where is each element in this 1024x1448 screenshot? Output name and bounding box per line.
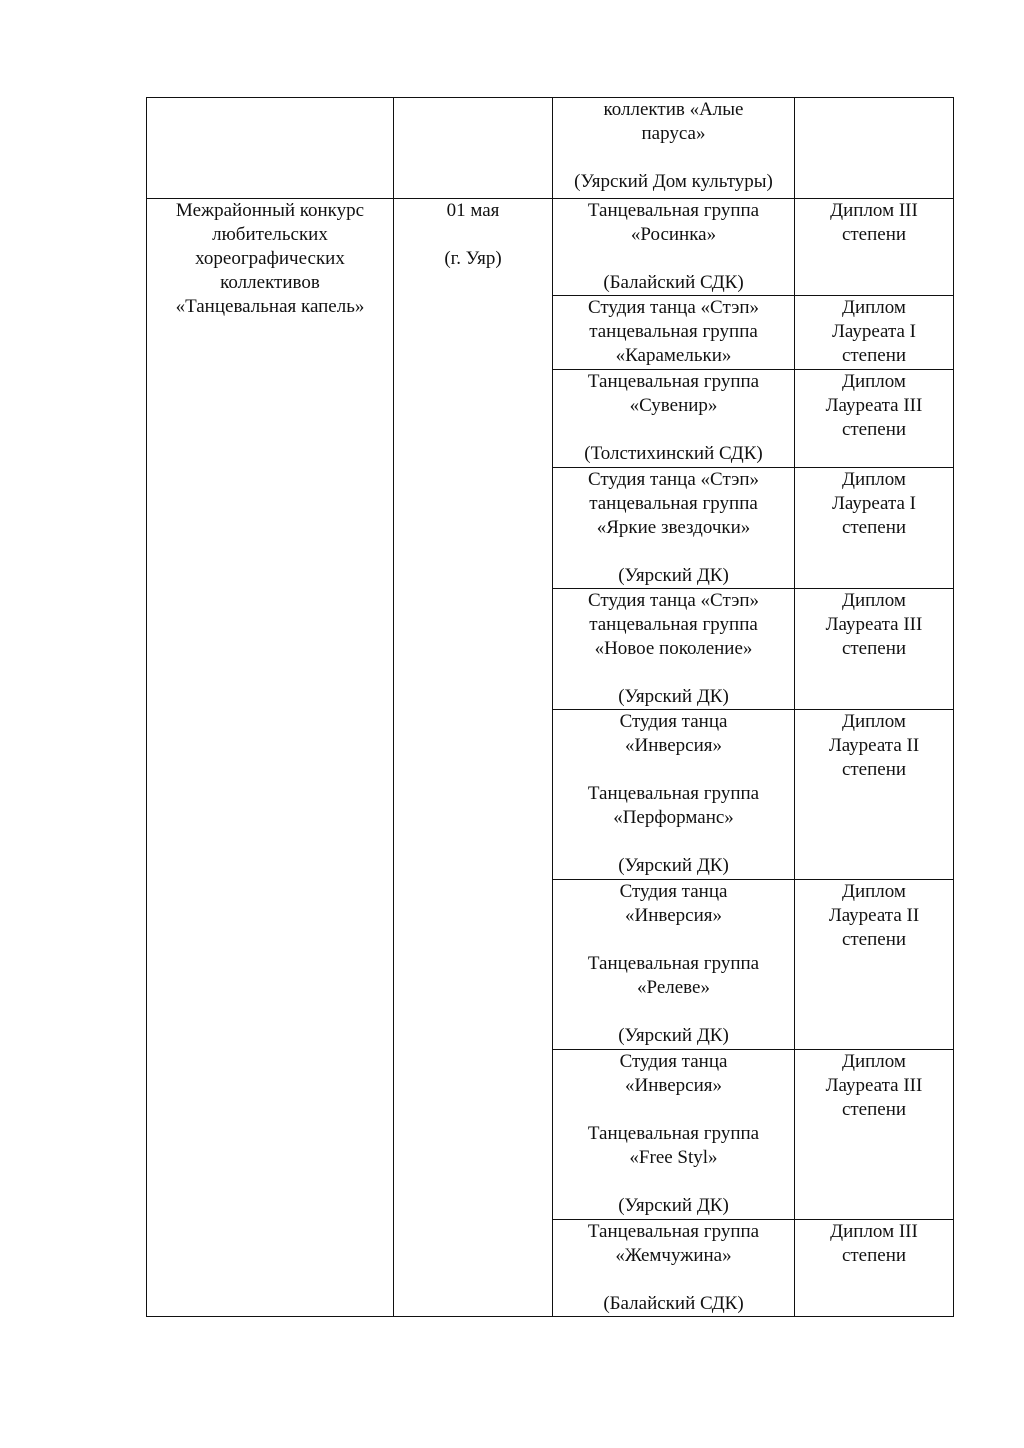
- date-cell-empty: [394, 98, 553, 199]
- result-cell: [795, 199, 954, 296]
- result-line: Диплом III: [830, 200, 918, 221]
- participant-line: Студия танца «Стэп»: [587, 469, 760, 490]
- result-line: Диплом III: [830, 1221, 918, 1242]
- result-cell-empty: [795, 98, 954, 199]
- participant-line: танцевальная группа: [589, 614, 758, 635]
- institution-label: (Толстихинский СДК): [584, 443, 763, 464]
- participant-cell: [553, 468, 795, 589]
- result-line: степени: [841, 1245, 907, 1266]
- event-name-cell: [147, 199, 394, 1317]
- event-name-line: хореографических: [195, 248, 345, 269]
- event-name-line: Межрайонный конкурс: [175, 200, 365, 221]
- participant-line: Танцевальная группа: [587, 371, 760, 392]
- result-line: Лауреата III: [825, 395, 923, 416]
- participant-line: танцевальная группа: [589, 493, 758, 514]
- group-line: «Релеве»: [637, 977, 710, 998]
- result-line: степени: [841, 759, 907, 780]
- result-line: степени: [841, 345, 907, 366]
- participant-cell: [553, 710, 795, 880]
- event-name-line: коллективов: [220, 272, 320, 293]
- participant-cell: [553, 370, 795, 468]
- result-line: Лауреата II: [828, 905, 920, 926]
- group-line: Танцевальная группа: [587, 1123, 760, 1144]
- result-cell: [795, 880, 954, 1050]
- table-row: [147, 199, 954, 296]
- institution-label: (Балайский СДК): [603, 1293, 744, 1314]
- group-line: «Перформанс»: [613, 807, 734, 828]
- participant-line: «Росинка»: [630, 224, 717, 245]
- group-line: Танцевальная группа: [587, 953, 760, 974]
- result-line: Лауреата III: [825, 1075, 923, 1096]
- participant-line: Студия танца: [619, 711, 728, 732]
- result-line: Лауреата I: [831, 321, 916, 342]
- participant-line: Студия танца «Стэп»: [587, 297, 760, 318]
- institution-label: (Балайский СДК): [603, 272, 744, 293]
- result-line: Диплом: [842, 711, 906, 732]
- event-date: 01 мая: [446, 200, 500, 221]
- group-line: «Free Styl»: [629, 1147, 718, 1168]
- event-name-line: любительских: [212, 224, 328, 245]
- result-line: степени: [841, 419, 907, 440]
- participant-line: «Инверсия»: [624, 1075, 723, 1096]
- participant-line: Студия танца «Стэп»: [587, 590, 760, 611]
- participant-line: «Яркие звездочки»: [596, 517, 751, 538]
- participant-cell: [553, 98, 795, 199]
- participant-cell: [553, 1050, 795, 1220]
- participant-line: Студия танца: [619, 881, 728, 902]
- participant-cell: [553, 199, 795, 296]
- result-line: Лауреата III: [825, 614, 923, 635]
- result-line: Диплом: [842, 469, 906, 490]
- result-line: Диплом: [842, 1051, 906, 1072]
- participant-line: коллектив «Алые: [603, 99, 744, 120]
- result-line: степени: [841, 638, 907, 659]
- participant-line: танцевальная группа: [589, 321, 758, 342]
- institution-label: (Уярский ДК): [618, 1195, 729, 1216]
- participant-line: «Новое поколение»: [594, 638, 753, 659]
- event-place: (г. Уяр): [444, 248, 502, 269]
- participant-line: «Инверсия»: [624, 905, 723, 926]
- result-line: Лауреата II: [828, 735, 920, 756]
- participant-line: «Карамельки»: [615, 345, 732, 366]
- result-line: степени: [841, 929, 907, 950]
- result-cell: [795, 468, 954, 589]
- institution-label: (Уярский ДК): [618, 686, 729, 707]
- group-line: Танцевальная группа: [587, 783, 760, 804]
- result-cell: [795, 1050, 954, 1220]
- event-date-cell: [394, 199, 553, 1317]
- result-line: Диплом: [842, 590, 906, 611]
- participant-cell: [553, 1220, 795, 1317]
- result-cell: [795, 589, 954, 710]
- participant-line: Танцевальная группа: [587, 1221, 760, 1242]
- result-line: степени: [841, 1099, 907, 1120]
- participant-line: «Сувенир»: [629, 395, 718, 416]
- participant-line: «Инверсия»: [624, 735, 723, 756]
- event-name-line: «Танцевальная капель»: [175, 296, 365, 317]
- results-table: [146, 97, 954, 1317]
- participant-cell: [553, 296, 795, 370]
- result-line: Диплом: [842, 881, 906, 902]
- participant-cell: [553, 589, 795, 710]
- result-line: Диплом: [842, 371, 906, 392]
- participant-line: «Жемчужина»: [615, 1245, 732, 1266]
- result-cell: [795, 370, 954, 468]
- participant-cell: [553, 880, 795, 1050]
- participant-line: паруса»: [641, 123, 706, 144]
- event-cell-empty: [147, 98, 394, 199]
- result-line: Диплом: [842, 297, 906, 318]
- institution-label: (Уярский Дом культуры): [574, 171, 773, 192]
- institution-label: (Уярский ДК): [618, 565, 729, 586]
- participant-line: Танцевальная группа: [587, 200, 760, 221]
- result-line: степени: [841, 224, 907, 245]
- result-line: Лауреата I: [831, 493, 916, 514]
- institution-label: (Уярский ДК): [618, 855, 729, 876]
- institution-label: (Уярский ДК): [618, 1025, 729, 1046]
- table-row-continuation: [147, 98, 954, 199]
- result-cell: [795, 296, 954, 370]
- participant-line: Студия танца: [619, 1051, 728, 1072]
- result-cell: [795, 1220, 954, 1317]
- result-cell: [795, 710, 954, 880]
- result-line: степени: [841, 517, 907, 538]
